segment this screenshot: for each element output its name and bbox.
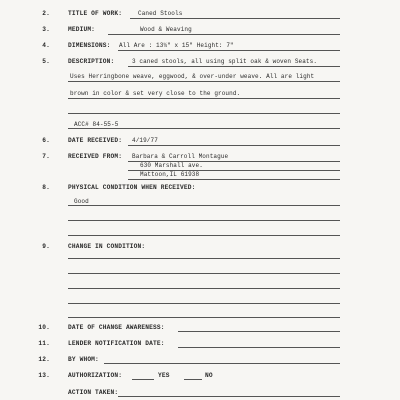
authorization-label: AUTHORIZATION: — [68, 372, 123, 379]
action-taken-line — [118, 396, 340, 397]
change-rule-4 — [68, 303, 340, 304]
item-5-number: 5. — [42, 58, 50, 65]
description-rule-2 — [68, 81, 340, 82]
item-9-number: 9. — [42, 243, 50, 250]
description-rule-1 — [128, 66, 340, 67]
dimensions-label: DIMENSIONS: — [68, 42, 111, 49]
item-10-number: 10. — [38, 324, 50, 331]
item-8-number: 8. — [42, 184, 50, 191]
by-whom-label: BY WHOM: — [68, 356, 99, 363]
lender-notification-label: LENDER NOTIFICATION DATE: — [68, 340, 165, 347]
condition-rule-2 — [68, 220, 340, 221]
by-whom-line — [104, 363, 340, 364]
description-line-1: 3 caned stools, all using split oak & woven Seats. — [132, 58, 318, 65]
condition-rule-1 — [68, 205, 340, 206]
description-rule-4 — [68, 113, 340, 114]
item-13-number: 13. — [38, 372, 50, 379]
description-rule-5 — [68, 128, 340, 129]
date-of-change-label: DATE OF CHANGE AWARENESS: — [68, 324, 165, 331]
dimensions-value: All Are : 13¼" x 15" Height: 7" — [119, 42, 234, 49]
received-from-rule-3 — [128, 179, 340, 180]
change-rule-1 — [68, 258, 340, 259]
date-received-label: DATE RECEIVED: — [68, 137, 123, 144]
lender-notification-line — [178, 347, 340, 348]
change-in-condition-label: CHANGE IN CONDITION: — [68, 243, 146, 250]
item-12-number: 12. — [38, 356, 50, 363]
received-from-line-3: Mattoon,IL 61938 — [140, 171, 200, 178]
item-2-number: 2. — [42, 10, 50, 17]
physical-condition-label: PHYSICAL CONDITION WHEN RECEIVED: — [68, 184, 196, 191]
accession-number: ACC# 84-55-5 — [74, 121, 119, 128]
action-taken-label: ACTION TAKEN: — [68, 389, 119, 396]
title-of-work-line — [130, 18, 340, 19]
item-6-number: 6. — [42, 137, 50, 144]
change-rule-5 — [68, 317, 340, 318]
dimensions-line — [118, 50, 340, 51]
authorization-yes-label: YES — [158, 372, 170, 379]
received-from-line-1: Barbara & Carroll Montague — [132, 153, 229, 160]
description-line-3: brown in color & set very close to the ground. — [70, 90, 241, 97]
title-of-work-value: Caned Stools — [138, 10, 183, 17]
condition-rule-3 — [68, 235, 340, 236]
date-of-change-line — [178, 331, 340, 332]
received-from-line-2: 630 Marshall ave. — [140, 162, 203, 169]
item-7-number: 7. — [42, 153, 50, 160]
date-received-value: 4/19/77 — [132, 137, 158, 144]
physical-condition-value: Good — [74, 198, 89, 205]
medium-value: Wood & Weaving — [140, 26, 192, 33]
received-from-label: RECEIVED FROM: — [68, 153, 123, 160]
date-received-line — [128, 145, 340, 146]
item-11-number: 11. — [38, 340, 50, 347]
title-of-work-label: TITLE OF WORK: — [68, 10, 123, 17]
authorization-no-label: NO — [205, 372, 213, 379]
item-3-number: 3. — [42, 26, 50, 33]
description-rule-3 — [68, 98, 340, 99]
authorization-yes-line — [132, 379, 154, 380]
description-line-2: Uses Herringbone weave, eggwood, & over-under weave. All are light — [70, 73, 315, 80]
description-label: DESCRIPTION: — [68, 58, 115, 65]
change-rule-2 — [68, 273, 340, 274]
change-rule-3 — [68, 288, 340, 289]
authorization-no-line — [184, 379, 202, 380]
medium-line — [108, 34, 340, 35]
medium-label: MEDIUM: — [68, 26, 96, 33]
item-4-number: 4. — [42, 42, 50, 49]
